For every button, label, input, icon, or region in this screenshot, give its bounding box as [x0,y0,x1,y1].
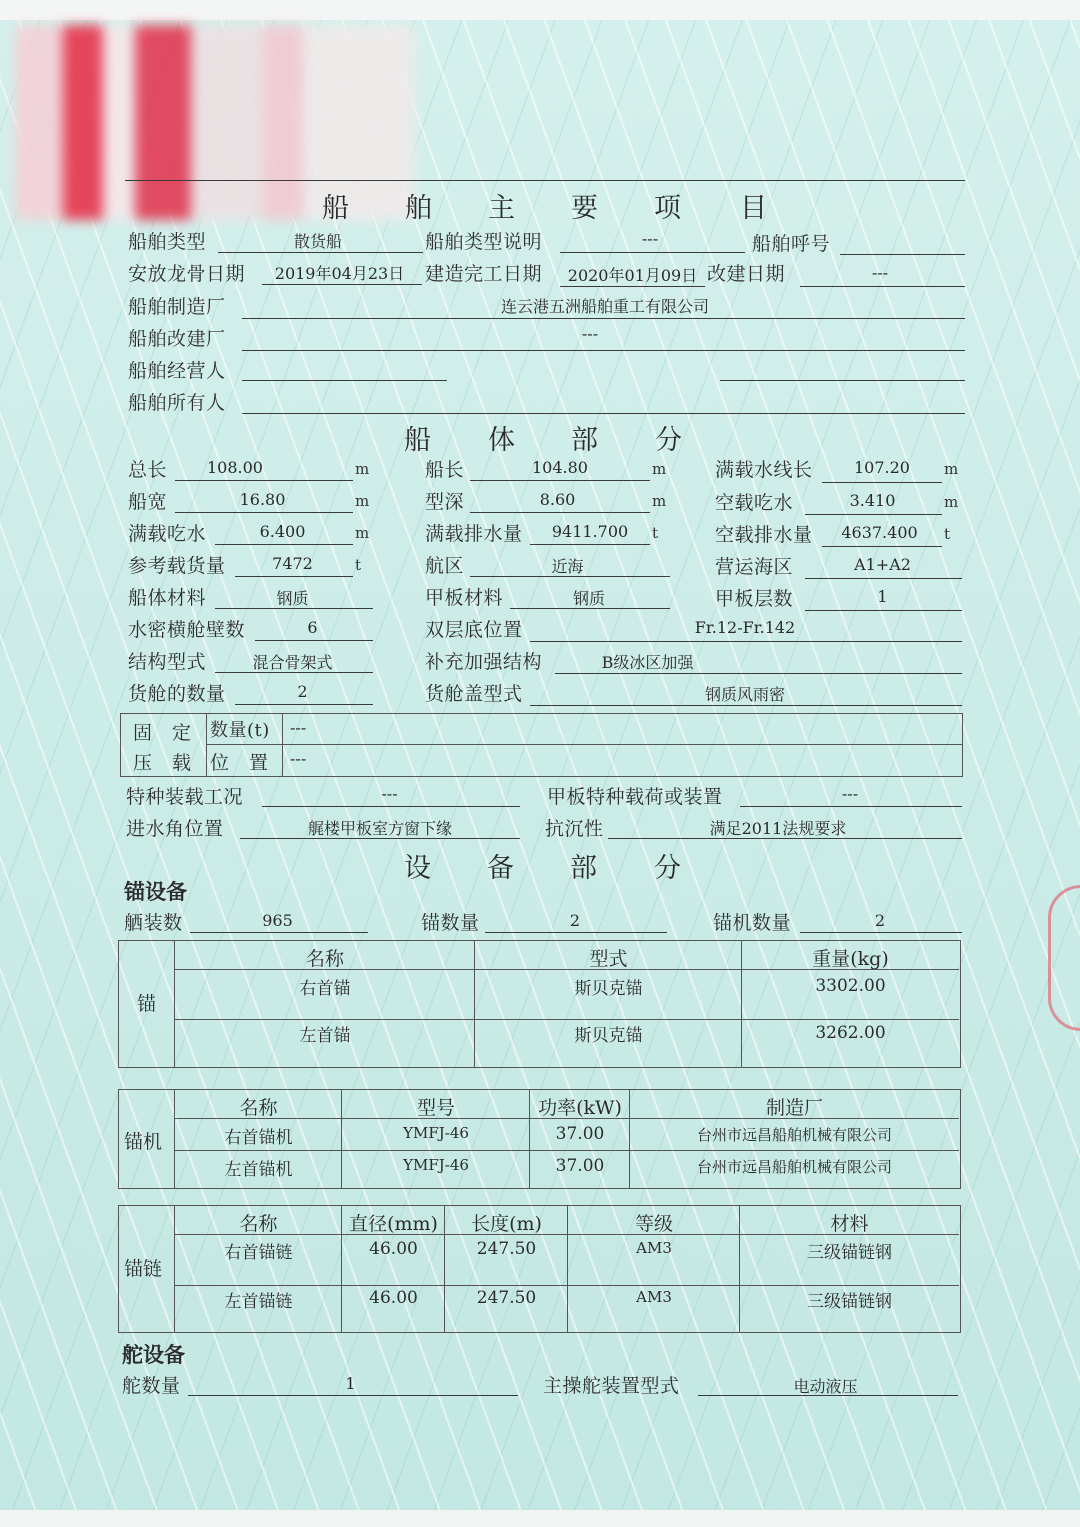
type-desc-label: 船舶类型说明 [425,231,543,253]
table-cell: 37.00 [555,1124,605,1144]
type-desc-value: --- [641,229,659,248]
table-cell: 46.00 [369,1288,418,1308]
structure-label: 结构型式 [128,651,207,673]
nav-area-label: 航区 [425,555,465,577]
deck-count-value: 1 [877,587,888,606]
owner-label: 船舶所有人 [128,392,226,414]
unit-t: t [355,556,362,574]
special-loading-value: --- [381,784,398,803]
unsinkability-value: 满足2011法规要求 [709,819,847,838]
chain-col-name: 名称 [239,1213,278,1235]
call-sign-label: 船舶呼号 [752,233,831,255]
anchor-count-value: 2 [569,911,581,930]
windlass-col-model: 型号 [416,1097,455,1119]
table-cell: 46.00 [369,1239,418,1259]
anchor-count-label: 锚数量 [421,912,480,934]
table-cell: 斯贝克锚 [574,1026,643,1046]
completion-date-value: 2020年01月09日 [567,266,698,285]
double-bottom-value: Fr.12-Fr.142 [694,618,796,637]
cargo-value: 7472 [272,554,313,573]
ballast-label-2: 压 载 [133,752,192,774]
hull-material-label: 船体材料 [128,587,207,609]
title-char: 部 [571,425,600,456]
rebuilder-label: 船舶改建厂 [128,328,226,350]
rudder-count-label: 舵数量 [122,1375,181,1397]
completion-date-label: 建造完工日期 [425,263,543,285]
load-draft-label: 满载吃水 [128,523,207,545]
windlass-col-power: 功率(kW) [538,1097,622,1119]
title-char: 舶 [405,193,434,224]
title-char: 部 [570,853,599,884]
hatch-value: 钢质风雨密 [704,685,785,704]
rebuild-date-value: --- [871,263,889,282]
ship-type-label: 船舶类型 [128,231,207,253]
breadth-value: 16.80 [239,490,286,509]
title-char: 项 [654,193,683,224]
table-cell: 三级锚链钢 [807,1243,892,1263]
title-char: 体 [488,425,517,456]
title-char: 船 [404,425,433,456]
table-cell: YMFJ-46 [403,1124,469,1142]
deck-material-value: 钢质 [572,589,605,608]
loa-label: 总长 [128,459,168,481]
unsinkability-label: 抗沉性 [545,818,604,840]
table-cell: 三级锚链钢 [807,1292,892,1312]
anchor-row-label: 锚 [137,993,157,1015]
rebuilder-value: --- [581,324,599,343]
rebuild-date-label: 改建日期 [707,263,786,285]
depth-value: 8.60 [539,490,576,509]
op-area-value: A1+A2 [854,555,911,574]
table-cell: 左首锚机 [224,1160,293,1180]
title-char: 设 [404,853,433,884]
light-draft-label: 空载吃水 [715,492,794,514]
table-cell: AM3 [636,1288,672,1306]
table-cell: 37.00 [555,1156,605,1176]
deck-material-label: 甲板材料 [425,587,504,609]
load-disp-value: 9411.700 [551,522,629,541]
table-cell: 右首锚链 [224,1243,293,1263]
table-cell: 右首锚 [299,979,351,999]
title-char: 分 [654,853,683,884]
deck-special-label: 甲板特种载荷或装置 [547,786,723,808]
breadth-label: 船宽 [128,491,168,513]
table-cell: 左首锚链 [224,1292,293,1312]
keel-date-value: 2019年04月23日 [274,264,405,283]
table-cell: 247.50 [476,1288,537,1308]
anchor-equipment-heading: 锚设备 [124,879,187,904]
title-char: 要 [571,193,600,224]
windlass-col-maker: 制造厂 [765,1097,823,1119]
title-char: 目 [740,193,769,224]
holds-label: 货舱的数量 [128,683,226,705]
outfit-number-value: 965 [262,911,293,930]
anchor-col-type: 型式 [589,948,628,970]
table-cell: 3302.00 [815,976,886,996]
load-draft-value: 6.400 [259,522,306,541]
nav-area-value: 近海 [551,557,584,576]
table-cell: 247.50 [476,1239,537,1259]
unit-t: t [944,525,951,543]
windlass-col-name: 名称 [239,1097,278,1119]
title-char: 备 [487,853,516,884]
outfit-number-label: 舾装数 [124,912,183,934]
windlass-row-label: 锚机 [124,1131,163,1153]
redacted-header-area [15,25,415,220]
unit-m: m [355,524,370,542]
length-value: 104.80 [532,458,588,477]
ballast-pos-value: --- [290,749,307,768]
anchor-col-name: 名称 [305,948,344,970]
table-cell: 3262.00 [815,1023,886,1043]
flood-angle-value: 艉楼甲板室方窗下缘 [307,819,452,838]
deck-count-label: 甲板层数 [715,588,794,610]
ship-type-value: 散货船 [293,232,342,251]
anchor-col-weight: 重量(kg) [812,948,889,970]
loa-value: 108.00 [207,458,263,477]
hatch-label: 货舱盖型式 [425,683,523,705]
windlass-count-label: 锚机数量 [713,912,792,934]
op-area-label: 营运海区 [715,556,794,578]
rudder-equipment-heading: 舵设备 [122,1342,185,1367]
ballast-pos-label: 位 置 [210,752,269,774]
chain-col-material: 材料 [830,1213,869,1235]
bottom-edge [0,1510,1080,1527]
keel-date-label: 安放龙骨日期 [128,263,246,285]
table-cell: AM3 [636,1239,672,1257]
title-char: 船 [322,193,351,224]
table-cell: 台州市远昌船舶机械有限公司 [696,1126,892,1144]
unit-t: t [652,524,659,542]
bulkhead-label: 水密横舱壁数 [128,619,246,641]
chain-col-diameter: 直径(mm) [349,1213,438,1235]
chain-col-grade: 等级 [634,1213,673,1235]
length-label: 船长 [425,459,465,481]
light-disp-label: 空载排水量 [715,524,813,546]
unit-m: m [944,460,959,478]
steering-gear-value: 电动液压 [793,1377,858,1396]
ballast-qty-label: 数量(t) [210,720,270,741]
title-char: 分 [655,425,684,456]
cargo-label: 参考载货量 [128,555,226,577]
lwl-value: 107.20 [854,458,910,477]
rudder-count-value: 1 [345,1374,356,1393]
depth-label: 型深 [425,491,465,513]
ballast-label-1: 固 定 [133,722,192,744]
table-cell: 台州市远昌船舶机械有限公司 [696,1158,892,1176]
unit-m: m [355,492,370,510]
reinforce-label: 补充加强结构 [425,651,543,673]
table-cell: 斯贝克锚 [574,979,643,999]
holds-value: 2 [297,682,308,701]
unit-m: m [652,492,667,510]
top-edge [0,0,1080,20]
chain-col-length: 长度(m) [471,1213,542,1235]
flood-angle-label: 进水角位置 [126,818,224,840]
light-draft-value: 3.410 [849,491,896,510]
table-cell: YMFJ-46 [403,1156,469,1174]
steering-gear-label: 主操舵装置型式 [543,1375,680,1397]
bulkhead-value: 6 [307,618,318,637]
chain-row-label: 锚链 [124,1258,163,1280]
deck-special-value: --- [841,784,859,803]
builder-label: 船舶制造厂 [128,296,226,318]
reinforce-value: B级冰区加强 [601,653,694,672]
load-disp-label: 满载排水量 [425,523,523,545]
unit-m: m [944,493,959,511]
table-cell: 右首锚机 [224,1128,293,1148]
unit-m: m [652,460,667,478]
hull-material-value: 钢质 [276,589,309,608]
unit-m: m [355,460,370,478]
official-stamp [1048,885,1080,1031]
ballast-qty-value: --- [290,718,307,737]
title-char: 主 [488,193,517,224]
windlass-count-value: 2 [874,911,886,930]
light-disp-value: 4637.400 [841,523,918,542]
double-bottom-label: 双层底位置 [425,619,523,641]
structure-value: 混合骨架式 [252,653,333,672]
table-cell: 左首锚 [299,1026,351,1046]
special-loading-label: 特种装载工况 [126,786,244,808]
builder-value: 连云港五洲船舶重工有限公司 [500,297,709,316]
operator-label: 船舶经营人 [128,360,226,382]
lwl-label: 满载水线长 [715,459,813,481]
